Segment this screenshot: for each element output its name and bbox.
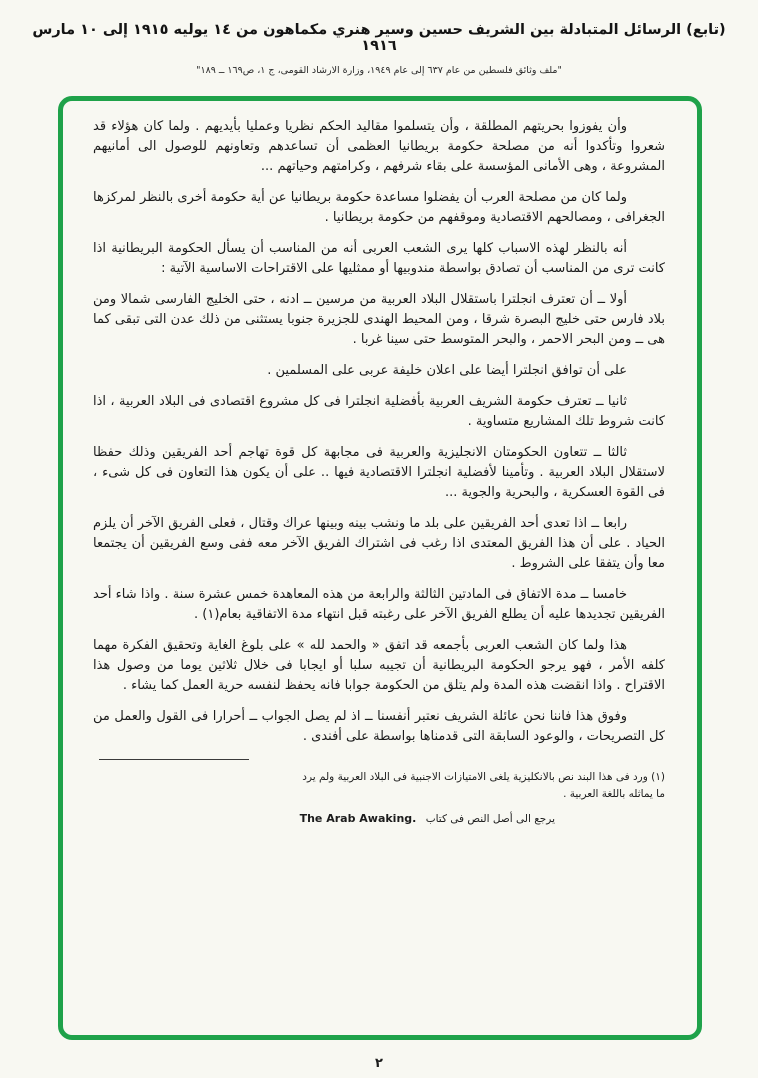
- document-source-citation: "ملف وثائق فلسطين من عام ٦٣٧ إلى عام ١٩٤٩، وزارة الارشاد القومى، ج ١، ص١٦٩ ــ ١٨٩": [196, 65, 562, 76]
- footnote-line: ما يماثله باللغة العربية .: [563, 788, 665, 800]
- paragraph: أنه بالنظر لهذه الاسباب كلها يرى الشعب العربى أنه من المناسب أن يسأل الحكومة البريطانية اذا كانت ترى من المناسب أن تصادق بواسطة مندوبيها أو ممثليها على الاقتراحات الاساسية الآتية :: [93, 241, 665, 276]
- footnote-divider: [99, 759, 249, 760]
- paragraph: ولما كان من مصلحة العرب أن يفضلوا مساعدة حكومة بريطانيا عن أية حكومة أخرى بالنظر لمركزها الجغرافى ، ومصالحهم الاقتصادية وموقفهم من حكومة بريطانيا .: [93, 190, 665, 225]
- document-header: [20, 22, 738, 76]
- paragraph: هذا ولما كان الشعب العربى بأجمعه قد اتفق « والحمد لله » على بلوغ الغاية وتحقيق الفكرة مهما كلفه الأمر ، فهو يرجو الحكومة البريطانية أن تجيبه سلبا أو ايجابا فى خلال ثلاثين يوما من وصول هذا الاقتراح . واذا انقضت هذه المدة ولم يتلق من الحكومة جوابا فانه يحفظ لنفسه حرية العمل كما يشاء .: [93, 638, 665, 693]
- paragraph: وفوق هذا فاننا نحن عائلة الشريف نعتبر أنفسنا ــ اذ لم يصل الجواب ــ أحرارا فى القول والعمل من كل التصريحات ، والوعود السابقة التى قدمناها بواسطة على أفندى .: [93, 709, 665, 744]
- footnote: [93, 769, 665, 828]
- paragraph-clause-third: ثالثا ــ تتعاون الحكومتان الانجليزية والعربية فى مجابهة كل قوة تهاجم أحد الفريقين وذلك حفظا لاستقلال البلاد العربية . وتأمينا لأفضلية انجلترا الاقتصادية فيها .. على أن يكون هذا التعاون فى كل شىء ، فى القوة العسكرية ، والبحرية والجوية ...: [93, 445, 665, 500]
- paragraph: وأن يفوزوا بحريتهم المطلقة ، وأن يتسلموا مقاليد الحكم نظريا وعمليا بأيديهم . ولما كان هؤلاء قد شعروا وتأكدوا أنه من مصلحة حكومة بريطانيا العظمى أن تساعدهم وتعاونهم للوصول الى أمانيهم المشروعة ، وهى الأمانى المؤسسة على بقاء شرفهم ، وكرامتهم وحياتهم ...: [93, 119, 665, 174]
- document-body: [93, 117, 665, 747]
- page-number: ٢: [375, 1056, 383, 1071]
- footnote-reference: [93, 810, 555, 828]
- footnote-line: (١) ورد فى هذا البند نص بالانكليزية يلغى الامتيازات الاجنبية فى البلاد العربية ولم يرد: [302, 771, 665, 783]
- paragraph-clause-fourth: رابعا ــ اذا تعدى أحد الفريقين على بلد ما ونشب بينه وبينها عراك وقتال ، فعلى الفريق الآخر أن يلزم الحياد . على أن هذا الفريق المعتدى اذا رغب فى اشتراك الفريق الآخر معه ففى وسع الفريقين أن يجتمعا معا وأن يتفقا على الشروط .: [93, 516, 665, 571]
- paragraph-clause-second: ثانيا ــ تعترف حكومة الشريف العربية بأفضلية انجلترا فى كل مشروع اقتصادى فى البلاد العربية ، اذا كانت شروط تلك المشاريع متساوية .: [93, 394, 665, 429]
- document-title: (تابع) الرسائل المتبادلة بين الشريف حسين وسير هنري مكماهون من ١٤ يوليه ١٩١٥ إلى ١٠ مارس ١٩١٦: [32, 22, 726, 54]
- paragraph-clause-fifth: خامسا ــ مدة الاتفاق فى المادتين الثالثة والرابعة من هذه المعاهدة خمس عشرة سنة . واذا شاء أحد الفريقين تجديدها عليه أن يطلع الفريق الآخر على رغبته قبل انتهاء مدة الاتفاقية بعام(١) .: [93, 587, 665, 622]
- content-frame: [58, 96, 702, 1040]
- paragraph: على أن توافق انجلترا أيضا على اعلان خليفة عربى على المسلمين .: [267, 363, 627, 378]
- book-title: The Arab Awaking.: [299, 812, 417, 825]
- footnote-reference-text: يرجع الى أصل النص فى كتاب: [425, 813, 555, 825]
- paragraph-clause-first: أولا ــ أن تعترف انجلترا باستقلال البلاد العربية من مرسين ــ ادنه ، حتى الخليج الفارسى شمالا ومن بلاد فارس حتى خليج البصرة شرقا ، ومن المحيط الهندى للجزيرة جنوبا يستثنى من ذلك عدن التى تبقى كما هى ــ ومن البحر الاحمر ، والبحر المتوسط حتى سينا غربا .: [93, 292, 665, 347]
